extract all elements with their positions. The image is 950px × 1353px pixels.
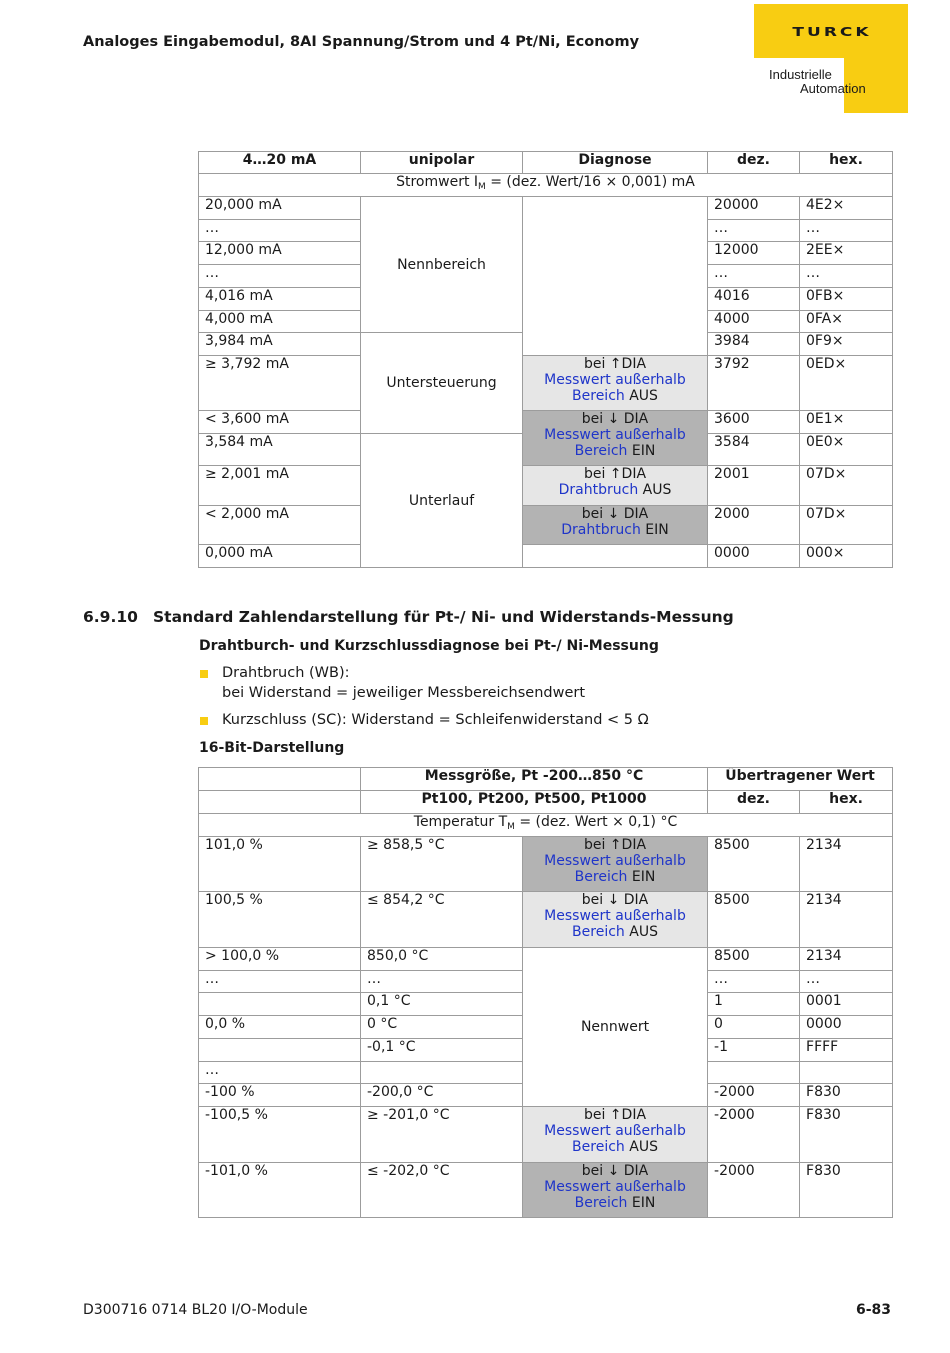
diag-draht-aus: bei ↑DIA Drahtbruch AUS (523, 466, 708, 506)
bullet-drahtbruch-line2: bei Widerstand = jeweiliger Messbereichsendwert (222, 685, 586, 701)
col-header-diagnose: Diagnose (523, 152, 708, 174)
table-row: 3,584 mA Unterlauf 3584 0E0× (199, 434, 893, 466)
section-subtitle: Drahtburch- und Kurzschlussdiagnose bei Pt-/ Ni-Messung (199, 638, 659, 654)
diag-mess-ein: bei ↓ DIA Messwert außerhalb Bereich EIN (523, 411, 708, 466)
col-header-dez: dez. (708, 152, 800, 174)
table-row: … … … (199, 220, 893, 242)
col-header-hex: hex. (800, 152, 893, 174)
page-number: 6-83 (856, 1302, 892, 1318)
table-row: … … … … (199, 971, 893, 993)
logo-subline-1: Industrielle (769, 67, 832, 82)
table-row: 101,0 % ≥ 858,5 °C bei ↑DIA Messwert außerhalb Bereich EIN 8500 2134 (199, 837, 893, 892)
bullet-marker (200, 717, 208, 725)
section-title: Standard Zahlendarstellung für Pt-/ Ni- und Widerstands-Messung (153, 608, 734, 626)
table-row: 0,1 °C 1 0001 (199, 993, 893, 1016)
diag-draht-ein: bei ↓ DIA Drahtbruch EIN (523, 506, 708, 545)
table-row: -101,0 % ≤ -202,0 °C bei ↓ DIA Messwert außerhalb Bereich EIN -2000 F830 (199, 1163, 893, 1218)
diag-mess-ein: bei ↓ DIA Messwert außerhalb Bereich EIN (523, 1163, 708, 1218)
header-messgroesse: Messgröße, Pt -200…850 °C (361, 768, 708, 791)
document-header-title: Analoges Eingabemodul, 8AI Spannung/Strom und 4 Pt/Ni, Economy (83, 34, 640, 50)
table-row: 20,000 mA Nennbereich 20000 4E2× (199, 197, 893, 220)
table-row: 0,0 % 0 °C 0 0000 (199, 1016, 893, 1039)
diag-empty (523, 197, 708, 356)
diag-mess-ein: bei ↑DIA Messwert außerhalb Bereich EIN (523, 837, 708, 892)
range-nennbereich: Nennbereich (361, 197, 523, 333)
footer-document-id: D300716 0714 BL20 I/O-Module (83, 1302, 308, 1318)
section-number: 6.9.10 (83, 608, 138, 626)
diag-nennwert: Nennwert (523, 948, 708, 1107)
header-sensor-types: Pt100, Pt200, Pt500, Pt1000 (361, 791, 708, 814)
table-row: 100,5 % ≤ 854,2 °C bei ↓ DIA Messwert außerhalb Bereich AUS 8500 2134 (199, 892, 893, 948)
table-row: -100,5 % ≥ -201,0 °C bei ↑DIA Messwert außerhalb Bereich AUS -2000 F830 (199, 1107, 893, 1163)
logo-subline-2: Automation (800, 81, 866, 96)
table-row: -0,1 °C -1 FFFF (199, 1039, 893, 1062)
table-row: ≥ 3,792 mA bei ↑DIA Messwert außerhalb Bereich AUS 3792 0ED× (199, 356, 893, 411)
table-row: < 3,600 mA bei ↓ DIA Messwert außerhalb Bereich EIN 3600 0E1× (199, 411, 893, 434)
diag-mess-aus: bei ↑DIA Messwert außerhalb Bereich AUS (523, 356, 708, 411)
range-untersteuerung: Untersteuerung (361, 333, 523, 434)
table-row: ≥ 2,001 mA bei ↑DIA Drahtbruch AUS 2001 07D× (199, 466, 893, 506)
logo-wordmark: TURCK (792, 24, 872, 40)
bullet-kurzschluss: Kurzschluss (SC): Widerstand = Schleifenwiderstand < 5 Ω (222, 712, 649, 728)
table-row: 12,000 mA 12000 2EE× (199, 242, 893, 265)
formula-row: Stromwert $I_M = (dez$. Wert/16 × 0,001) mA (199, 174, 893, 197)
turck-logo (754, 4, 908, 113)
bullet-drahtbruch-line1: Drahtbruch (WB): (222, 665, 350, 681)
header-uebertragener-wert: Übertragener Wert (708, 768, 893, 791)
formula-row: Temperatur $T_M = (dez$. Wert × 0,1) °C (199, 814, 893, 837)
current-range-table (198, 151, 893, 568)
table-row: < 2,000 mA bei ↓ DIA Drahtbruch EIN 2000 07D× (199, 506, 893, 545)
col-header-mode: unipolar (361, 152, 523, 174)
table-row: 4,016 mA 4016 0FB× (199, 288, 893, 311)
table-row: 0,000 mA 0000 000× (199, 545, 893, 568)
bit-representation-title: 16-Bit-Darstellung (199, 740, 345, 756)
table-row: -100 % -200,0 °C -2000 F830 (199, 1084, 893, 1107)
temperature-table (198, 767, 893, 1218)
diag-mess-aus: bei ↓ DIA Messwert außerhalb Bereich AUS (523, 892, 708, 948)
col-header-dez: dez. (708, 791, 800, 814)
col-header-range: 4…20 mA (199, 152, 361, 174)
diag-mess-aus: bei ↑DIA Messwert außerhalb Bereich AUS (523, 1107, 708, 1163)
bullet-marker (200, 670, 208, 678)
table-row: > 100,0 % 850,0 °C Nennwert 8500 2134 (199, 948, 893, 971)
table-row: 4,000 mA 4000 0FA× (199, 311, 893, 333)
table-row: 3,984 mA Untersteuerung 3984 0F9× (199, 333, 893, 356)
table-row: … … … (199, 265, 893, 288)
col-header-hex: hex. (800, 791, 893, 814)
table-row: … (199, 1062, 893, 1084)
range-unterlauf: Unterlauf (361, 434, 523, 568)
